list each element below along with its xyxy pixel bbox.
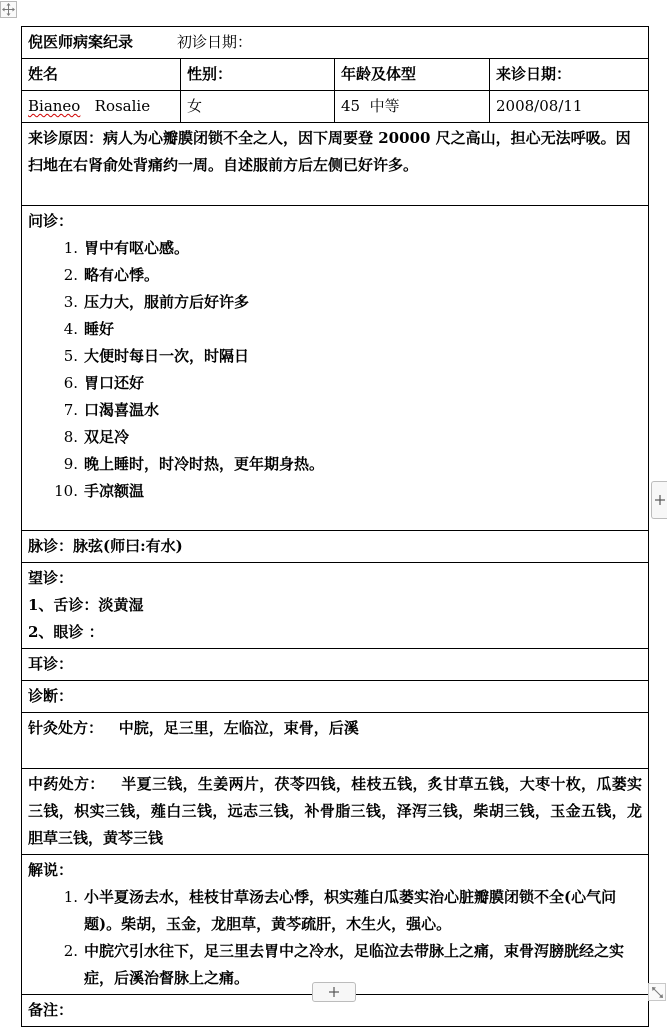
pulse-label: 脉诊： [28,537,74,555]
plus-icon [329,987,339,997]
patient-last-name: Rosalie [94,97,151,115]
age-type-header[interactable]: 年龄及体型 [335,59,490,91]
acupuncture-cell[interactable] [22,713,649,769]
herbal-prescription-text: 半夏三钱，生姜两片，茯苓四钱，桂枝五钱，炙甘草五钱，大枣十枚，瓜蒌实三钱，枳实三钱，薤白三钱，远志三钱，补骨脂三钱，泽泻三钱，柴胡三钱，玉金五钱，龙胆草三钱，黄芩三钱 [28,775,643,847]
observation-label: 望诊： [28,569,74,587]
first-visit-date-label: 初诊日期： [177,33,253,51]
list-item: 6. 胃口还好 [63,374,145,392]
table-move-handle[interactable] [0,1,17,18]
list-item: 5. 大便时每日一次，时隔日 [63,347,250,365]
pulse-cell[interactable] [22,531,649,563]
table-resize-handle[interactable] [648,983,666,1001]
record-title-cell[interactable] [22,27,649,59]
inquiry-list [28,235,642,505]
patient-gender-cell[interactable]: 女 [181,91,335,123]
name-header[interactable]: 姓名 [22,59,181,91]
tongue-diagnosis: 1、舌诊：淡黄湿 [28,596,144,614]
diagnosis-label: 诊断： [28,687,74,705]
eye-diagnosis: 2、眼诊 ： [28,623,104,641]
list-item: 1. 胃中有呕心感。 [63,239,190,257]
add-row-button[interactable] [312,982,356,1002]
list-item: 7. 口渴喜温水 [63,401,160,419]
add-column-button[interactable] [651,481,667,519]
patient-age-type-cell[interactable]: 45 中等 [335,91,490,123]
list-item: 10. 手凉额温 [54,482,145,500]
visit-reason-label: 来诊原因： [28,129,104,147]
herbal-prescription-cell[interactable] [22,769,649,855]
pulse-text: 脉弦(师曰:有水) [73,537,183,555]
visit-reason-text: 病人为心瓣膜闭锁不全之人，因下周要登 20000 尺之高山，担心无法呼吸。因扫地在右肾俞处背痛约一周。自述服前方后左侧已好许多。 [28,129,631,174]
ear-diagnosis-label: 耳诊： [28,655,74,673]
plus-icon [655,495,665,505]
move-arrows-icon [2,3,15,16]
patient-first-name: Bianeo [28,97,81,115]
explanation-label: 解说： [28,861,74,879]
diagnosis-cell[interactable] [22,681,649,713]
visit-date-header[interactable]: 来诊日期： [490,59,649,91]
patient-visit-date-cell[interactable]: 2008/08/11 [490,91,649,123]
visit-reason-cell[interactable] [22,123,649,206]
acupuncture-text: 中脘，足三里，左临泣，束骨，后溪 [118,719,359,737]
list-item: 3. 压力大，服前方后好许多 [63,293,250,311]
inquiry-cell[interactable] [22,206,649,531]
notes-label: 备注： [28,1001,74,1019]
medical-record-table [21,26,649,1027]
list-item: 8. 双足冷 [63,428,130,446]
gender-header[interactable]: 性别： [181,59,335,91]
explanation-cell[interactable] [22,855,649,995]
patient-name-cell[interactable] [22,91,181,123]
list-item: 2. 中脘穴引水往下，足三里去胃中之冷水，足临泣去带脉上之痛，束骨泻膀胱经之实症，后溪治督脉上之痛。 [63,942,625,987]
acupuncture-label: 针灸处方： [28,719,104,737]
list-item: 9. 晚上睡时，时冷时热，更年期身热。 [63,455,325,473]
inquiry-label: 问诊： [28,212,74,230]
list-item: 1. 小半夏汤去水，桂枝甘草汤去心悸，枳实薤白瓜蒌实治心脏瓣膜闭锁不全(心气问题)。柴胡，玉金，龙胆草，黄芩疏肝，木生火，强心。 [63,888,617,933]
observation-cell[interactable] [22,563,649,649]
resize-arrows-icon [651,986,664,999]
list-item: 2. 略有心悸。 [63,266,160,284]
herbal-prescription-label: 中药处方： [28,775,105,793]
list-item: 4. 睡好 [63,320,115,338]
explanation-list [28,884,642,992]
ear-diagnosis-cell[interactable] [22,649,649,681]
record-title: 倪医师病案纪录 [28,33,134,51]
